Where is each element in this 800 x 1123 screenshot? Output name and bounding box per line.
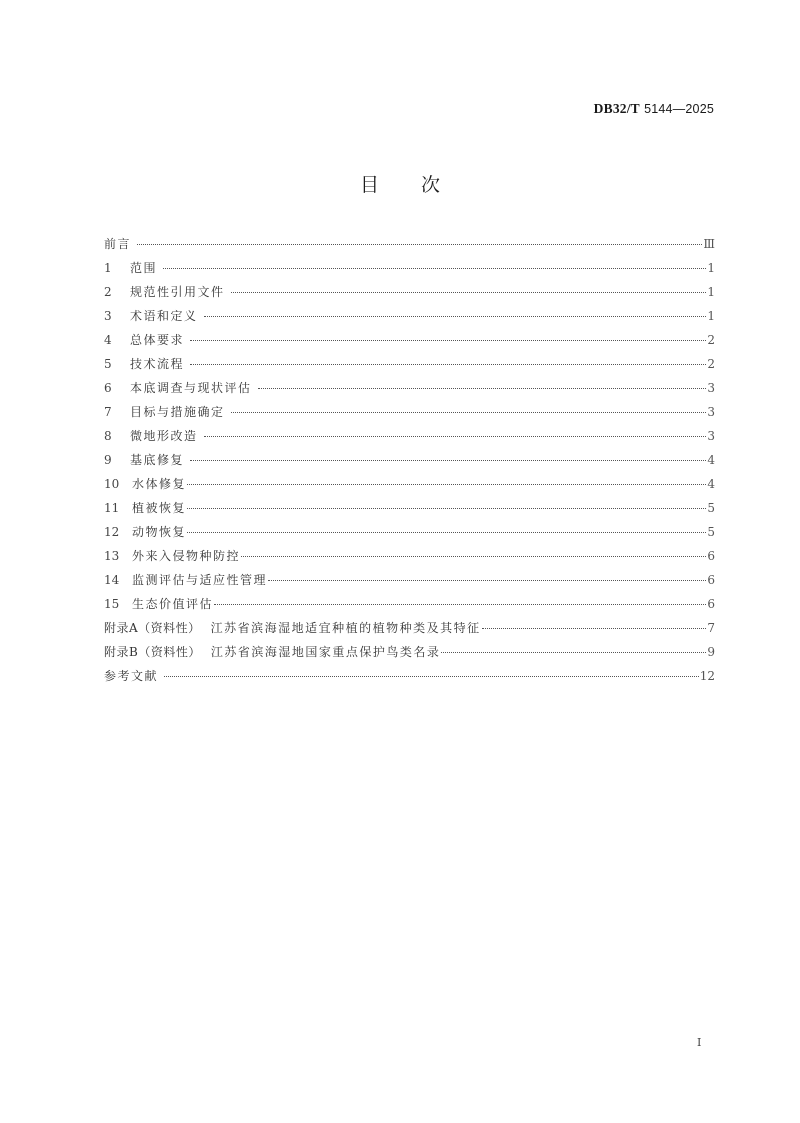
toc-number: 5 [104,357,112,371]
toc-number: 1 [104,261,112,275]
toc-label: 外来入侵物种防控 [132,549,241,563]
toc-number: 7 [104,405,112,419]
toc-entry-9[interactable] [104,450,715,474]
toc-number: 12 [104,525,120,539]
toc-number: 6 [104,381,112,395]
toc-entry-appendix-a[interactable] [104,618,715,642]
toc-label: 范围 [130,261,158,275]
toc-page: 4 [707,453,715,467]
dot-leader [204,426,707,437]
toc-page: 2 [707,357,715,371]
toc-page: 6 [707,573,715,587]
toc-number: 2 [104,285,112,299]
toc-page: 6 [707,597,715,611]
toc-entry-references[interactable] [104,666,715,690]
toc-page: 3 [707,405,715,419]
dot-leader [231,282,707,293]
dot-leader [163,258,706,269]
toc-number: 3 [104,309,112,323]
toc-entry-11[interactable] [104,498,715,522]
dot-leader [482,618,707,629]
table-of-contents [104,234,715,690]
title-char-2: 次 [421,174,441,196]
dot-leader [214,594,706,605]
toc-number: 8 [104,429,112,443]
toc-page: 1 [707,261,715,275]
toc-label: 生态价值评估 [132,597,214,611]
dot-leader [164,666,699,677]
title-char-1: 目 [359,174,379,196]
toc-label: 动物恢复 [132,525,187,539]
toc-label: 江苏省滨海湿地国家重点保护鸟类名录 [210,645,441,659]
toc-entry-8[interactable] [104,426,715,450]
toc-page: 4 [707,477,715,491]
dot-leader [268,570,706,581]
page-title [0,170,800,197]
toc-label: 本底调查与现状评估 [130,381,252,395]
dot-leader [190,354,706,365]
dot-leader [231,402,707,413]
dot-leader [190,450,706,461]
dot-leader [187,498,706,509]
page-number: I [697,1036,702,1049]
toc-number: 13 [104,549,120,563]
toc-number: 15 [104,597,120,611]
toc-page: 2 [707,333,715,347]
standard-code [594,101,714,117]
dot-leader [441,642,706,653]
toc-label: 术语和定义 [130,309,198,323]
dot-leader [204,306,707,317]
toc-entry-15[interactable] [104,594,715,618]
toc-page: 1 [707,309,715,323]
toc-label: 目标与措施确定 [130,405,225,419]
toc-label: 规范性引用文件 [130,285,225,299]
dot-leader [187,474,706,485]
toc-number: 11 [104,501,120,515]
dot-leader [190,330,706,341]
standard-prefix: DB32/T [593,101,640,116]
dot-leader [258,378,707,389]
toc-label: 微地形改造 [130,429,198,443]
toc-number: 4 [104,333,112,347]
toc-page: 9 [707,645,715,659]
toc-number: 10 [104,477,120,491]
toc-entry-14[interactable] [104,570,715,594]
toc-entry-4[interactable] [104,330,715,354]
toc-entry-3[interactable] [104,306,715,330]
toc-page: 5 [707,525,715,539]
toc-page: 12 [699,669,715,683]
toc-entry-foreword[interactable] [104,234,715,258]
toc-entry-1[interactable] [104,258,715,282]
toc-label: 植被恢复 [132,501,187,515]
toc-entry-appendix-b[interactable] [104,642,715,666]
toc-page: 1 [707,285,715,299]
toc-entry-6[interactable] [104,378,715,402]
dot-leader [241,546,706,557]
toc-label: 参考文献 [104,669,159,683]
toc-label: 江苏省滨海湿地适宜种植的植物种类及其特征 [210,621,481,635]
toc-entry-13[interactable] [104,546,715,570]
toc-entry-12[interactable] [104,522,715,546]
standard-number: 5144—2025 [644,102,714,116]
toc-page: 6 [707,549,715,563]
toc-label: 水体修复 [132,477,187,491]
toc-number: 14 [104,573,120,587]
toc-page: 7 [707,621,715,635]
toc-page: 3 [707,429,715,443]
dot-leader [137,234,702,245]
toc-page: 3 [707,381,715,395]
toc-number: 9 [104,453,112,467]
toc-label: 技术流程 [130,357,185,371]
toc-entry-5[interactable] [104,354,715,378]
toc-entry-7[interactable] [104,402,715,426]
toc-entry-10[interactable] [104,474,715,498]
appendix-tag: 附录A（资料性） [104,621,201,635]
dot-leader [187,522,706,533]
toc-entry-2[interactable] [104,282,715,306]
toc-label: 前言 [104,237,132,251]
toc-page: Ⅲ [703,237,715,251]
appendix-tag: 附录B（资料性） [104,645,201,659]
toc-label: 总体要求 [130,333,185,347]
toc-label: 基底修复 [130,453,185,467]
toc-label: 监测评估与适应性管理 [132,573,268,587]
toc-page: 5 [707,501,715,515]
